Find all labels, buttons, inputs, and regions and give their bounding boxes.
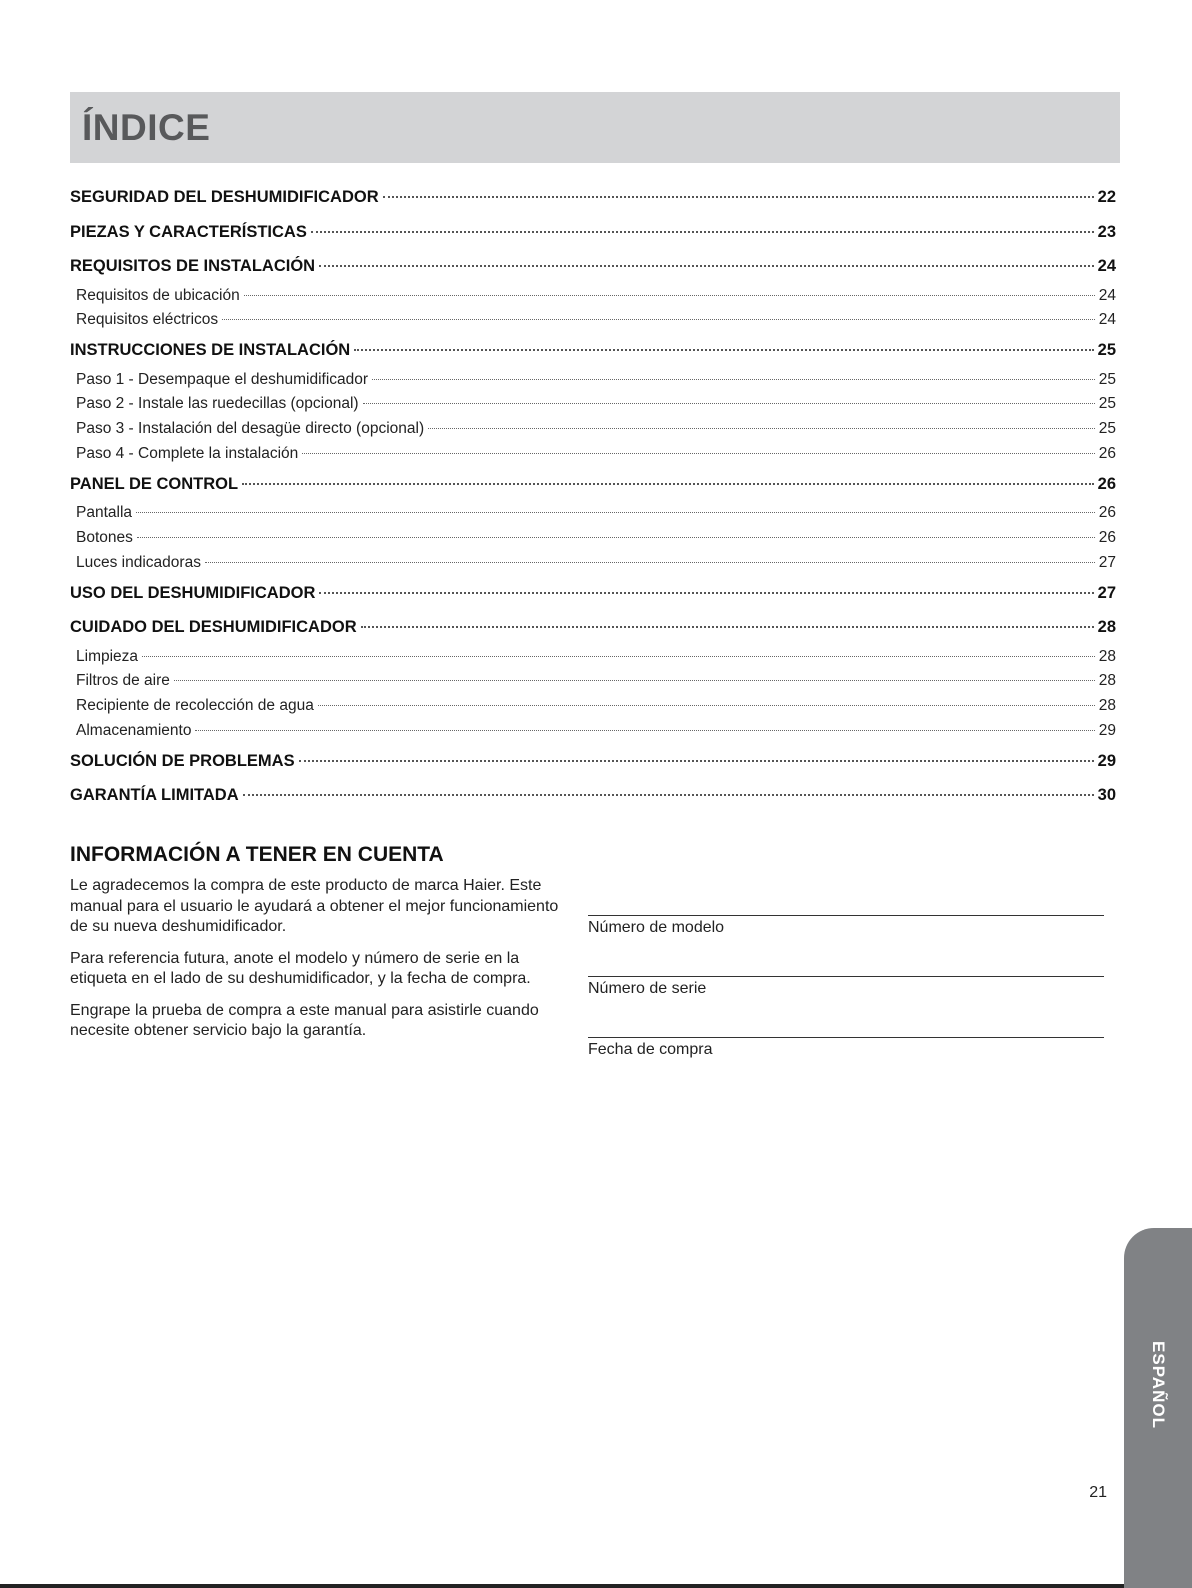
- toc-entry-label: Paso 3 - Instalación del desagüe directo (opcional): [76, 420, 425, 438]
- toc-subsection-row: [70, 669, 1116, 694]
- toc-page-number: 30: [1097, 786, 1116, 805]
- toc-subsection-row: [70, 645, 1116, 670]
- dot-leader: [142, 656, 1095, 657]
- purchase-date-field: [588, 1015, 1104, 1076]
- toc-entry-label: INSTRUCCIONES DE INSTALACIÓN: [70, 341, 351, 360]
- toc-entry-label: PANEL DE CONTROL: [70, 474, 239, 493]
- toc-page-number: 25: [1098, 420, 1116, 438]
- toc-subsection-row: [70, 719, 1116, 744]
- toc-entry-label: Paso 4 - Complete la instalación: [76, 444, 299, 462]
- toc-entry-label: Limpieza: [76, 647, 139, 665]
- dot-leader: [354, 349, 1093, 351]
- dot-leader: [363, 403, 1095, 404]
- table-of-contents: [70, 180, 1116, 813]
- toc-page-number: 24: [1098, 286, 1116, 304]
- toc-page-number: 24: [1098, 311, 1116, 329]
- toc-page-number: 26: [1097, 474, 1116, 493]
- toc-entry-label: Filtros de aire: [76, 672, 170, 690]
- page-number: 21: [1089, 1484, 1107, 1501]
- dot-leader: [137, 537, 1095, 538]
- toc-section-row: [70, 180, 1116, 215]
- write-line: [588, 976, 1104, 977]
- language-tab: [1124, 1228, 1192, 1588]
- toc-section-row: [70, 778, 1116, 813]
- toc-section-row: [70, 576, 1116, 611]
- dot-leader: [383, 196, 1094, 198]
- dot-leader: [319, 265, 1094, 267]
- toc-subsection-row: [70, 368, 1116, 393]
- title-band: [70, 92, 1120, 163]
- toc-page-number: 24: [1097, 257, 1116, 275]
- toc-entry-label: Almacenamiento: [76, 722, 192, 740]
- toc-page-number: 25: [1098, 395, 1116, 413]
- toc-entry-label: SOLUCIÓN DE PROBLEMAS: [70, 751, 295, 770]
- toc-page-number: 29: [1098, 722, 1116, 740]
- toc-entry-label: Requisitos de ubicación: [76, 286, 240, 304]
- record-fields: [588, 893, 1104, 1076]
- toc-page-number: 28: [1098, 672, 1116, 690]
- toc-entry-label: USO DEL DESHUMIDIFICADOR: [70, 583, 316, 602]
- info-text: [70, 876, 580, 1053]
- info-heading: INFORMACIÓN A TENER EN CUENTA: [70, 843, 444, 866]
- field-label: Número de serie: [588, 980, 707, 997]
- toc-subsection-row: [70, 694, 1116, 719]
- toc-section-row: [70, 744, 1116, 779]
- toc-entry-label: PIEZAS Y CARACTERÍSTICAS: [70, 222, 307, 241]
- toc-entry-label: Luces indicadoras: [76, 553, 201, 571]
- dot-leader: [242, 483, 1094, 485]
- toc-entry-label: Pantalla: [76, 504, 133, 522]
- dot-leader: [372, 379, 1095, 380]
- dot-leader: [174, 680, 1095, 681]
- write-line: [588, 1037, 1104, 1038]
- model-number-field: [588, 893, 1104, 954]
- toc-section-row: [70, 467, 1116, 502]
- toc-section-row: [70, 215, 1116, 250]
- toc-page-number: 26: [1098, 529, 1116, 547]
- field-label: Fecha de compra: [588, 1041, 713, 1058]
- dot-leader: [195, 730, 1094, 731]
- toc-entry-label: Requisitos eléctricos: [76, 311, 219, 329]
- dot-leader: [311, 231, 1094, 233]
- page-title: ÍNDICE: [82, 107, 211, 148]
- dot-leader: [222, 319, 1095, 320]
- dot-leader: [299, 760, 1094, 762]
- field-label: Número de modelo: [588, 919, 725, 936]
- dot-leader: [318, 705, 1095, 706]
- info-paragraph: Engrape la prueba de compra a este manual para asistirle cuando necesite obtener servicio bajo la garantía.: [70, 1001, 539, 1039]
- toc-entry-label: GARANTÍA LIMITADA: [70, 786, 239, 805]
- toc-section-row: [70, 249, 1116, 284]
- toc-entry-label: Botones: [76, 529, 133, 547]
- bottom-rule: [0, 1584, 1124, 1588]
- toc-page-number: 28: [1097, 618, 1116, 637]
- language-tab-label: ESPAÑOL: [1149, 1341, 1168, 1429]
- serial-number-field: [588, 954, 1104, 1015]
- dot-leader: [244, 295, 1095, 296]
- toc-page-number: 28: [1098, 647, 1116, 665]
- toc-subsection-row: [70, 526, 1116, 551]
- toc-entry-label: CUIDADO DEL DESHUMIDIFICADOR: [70, 618, 357, 637]
- toc-page-number: 29: [1097, 751, 1116, 770]
- toc-entry-label: Paso 2 - Instale las ruedecillas (opcional): [76, 395, 359, 413]
- toc-page-number: 26: [1098, 504, 1116, 522]
- toc-entry-label: SEGURIDAD DEL DESHUMIDIFICADOR: [70, 188, 379, 206]
- toc-page-number: 25: [1097, 341, 1116, 360]
- toc-page-number: 27: [1098, 553, 1116, 571]
- dot-leader: [319, 592, 1093, 594]
- dot-leader: [243, 794, 1094, 796]
- dot-leader: [428, 428, 1095, 429]
- toc-entry-label: Recipiente de recolección de agua: [76, 697, 314, 715]
- toc-subsection-row: [70, 308, 1116, 333]
- write-line: [588, 915, 1104, 916]
- toc-entry-label: Paso 1 - Desempaque el deshumidificador: [76, 370, 369, 388]
- dot-leader: [205, 562, 1095, 563]
- toc-page-number: 22: [1097, 188, 1116, 206]
- toc-page-number: 27: [1097, 583, 1116, 602]
- toc-subsection-row: [70, 551, 1116, 576]
- toc-section-row: [70, 610, 1116, 645]
- dot-leader: [136, 512, 1095, 513]
- dot-leader: [361, 626, 1094, 628]
- toc-subsection-row: [70, 284, 1116, 309]
- toc-subsection-row: [70, 417, 1116, 442]
- toc-subsection-row: [70, 442, 1116, 467]
- toc-entry-label: REQUISITOS DE INSTALACIÓN: [70, 257, 316, 275]
- dot-leader: [302, 453, 1094, 454]
- toc-subsection-row: [70, 501, 1116, 526]
- toc-page-number: 28: [1098, 697, 1116, 715]
- toc-page-number: 26: [1098, 444, 1116, 462]
- info-paragraph: Para referencia futura, anote el modelo y número de serie en la etiqueta en el lado de su deshumidificador, y la fecha de compra.: [70, 949, 531, 987]
- toc-page-number: 25: [1098, 370, 1116, 388]
- info-paragraph: Le agradecemos la compra de este producto de marca Haier. Este manual para el usuario le ayudará a obtener el mejor funcionamiento de su nueva deshumidificador.: [70, 877, 559, 935]
- toc-page-number: 23: [1097, 222, 1116, 241]
- toc-subsection-row: [70, 392, 1116, 417]
- toc-section-row: [70, 333, 1116, 368]
